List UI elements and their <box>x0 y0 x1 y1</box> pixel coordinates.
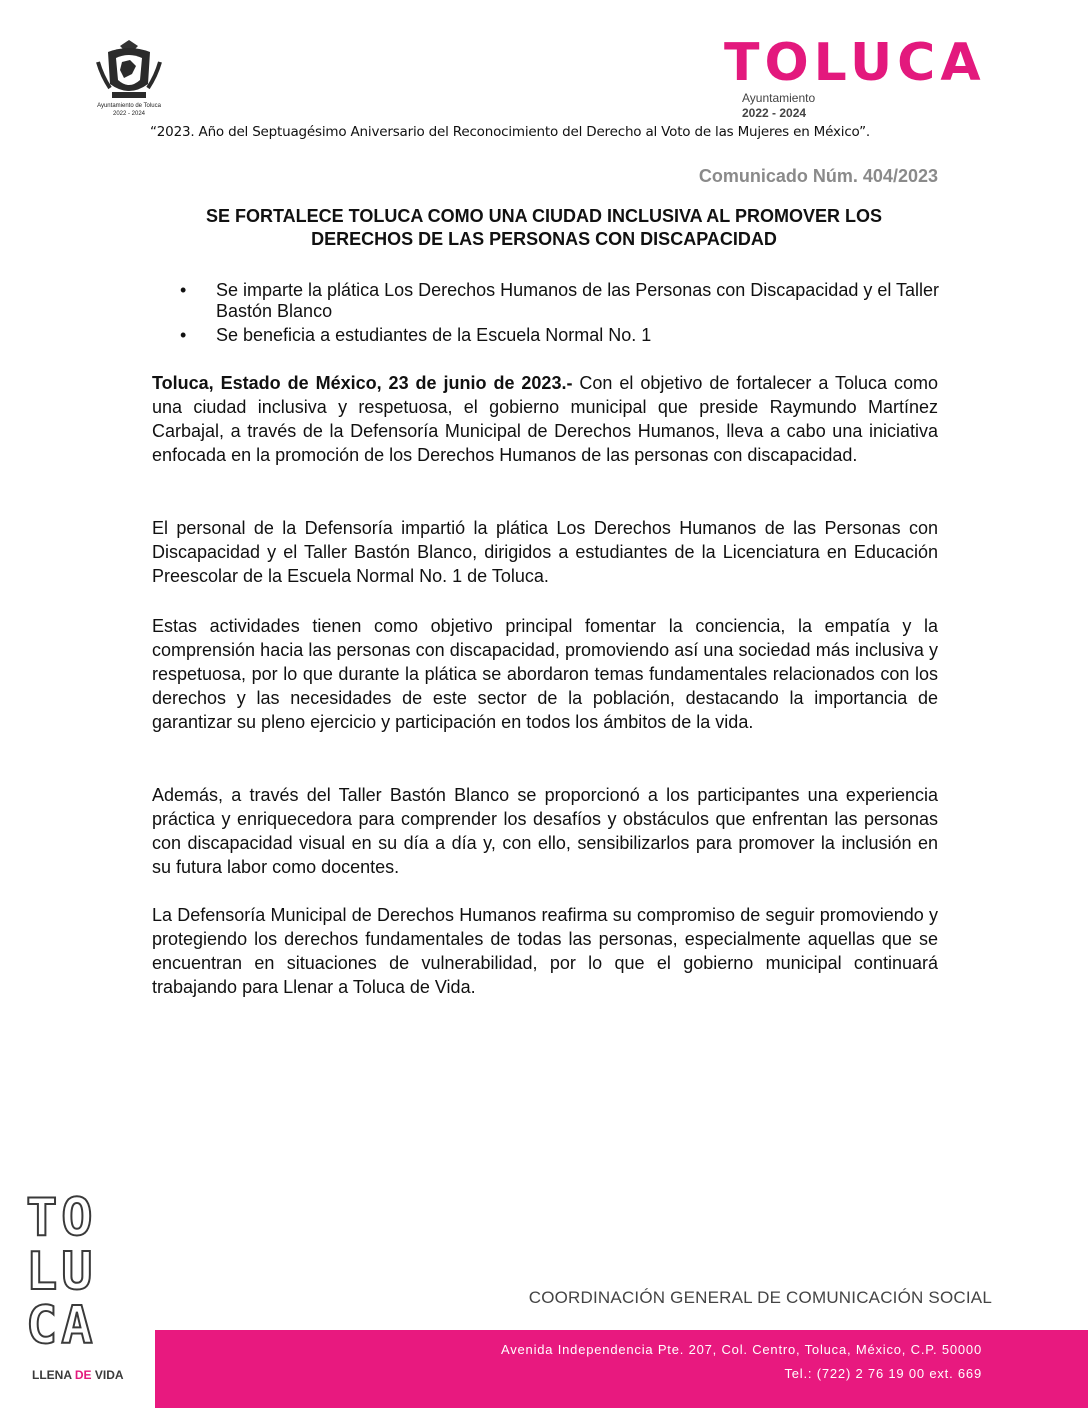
footer-phone: Tel.: (722) 2 76 19 00 ext. 669 <box>784 1366 982 1381</box>
summary-bullets <box>180 280 940 349</box>
toluca-brand-logo <box>724 33 986 126</box>
department-name: COORDINACIÓN GENERAL DE COMUNICACIÓN SOCIAL <box>528 1288 992 1307</box>
body-paragraph-1 <box>152 371 938 467</box>
year-motto: “2023. Año del Septuagésimo Aniversario del Reconocimiento del Derecho al Voto de las Mujeres en México”. <box>150 124 871 140</box>
headline-line2: DERECHOS DE LAS PERSONAS CON DISCAPACIDAD <box>311 229 777 249</box>
paragraph-1-text: Con el objetivo de fortalecer a Toluca como una ciudad inclusiva y respetuosa, el gobierno municipal que preside Raymundo Martínez Carbajal, a través de la Defensoría Municipal de Derechos Humanos, lleva a cabo una iniciativa enfocada en la promoción de los Derechos Humanos de las personas con discapacidad. <box>152 373 938 465</box>
body-paragraph-4: Además, a través del Taller Bastón Blanco se proporcionó a los participantes una experiencia práctica y enriquecedora para comprender los desafíos y obstáculos que enfrentan las personas con discapacidad visual en su día a día y, con ello, sensibilizarlos para promover la inclusión en su futura labor como docentes. <box>152 785 938 877</box>
municipal-seal-logo <box>86 38 172 120</box>
footer-address: Avenida Independencia Pte. 207, Col. Centro, Toluca, México, C.P. 50000 <box>500 1342 982 1357</box>
communique-number: Comunicado Núm. 404/2023 <box>698 166 938 186</box>
seal-caption-line2: 2022 - 2024 <box>112 111 146 117</box>
body-paragraph-3: Estas actividades tienen como objetivo principal fomentar la conciencia, la empatía y la comprensión hacia las personas con discapacidad, promoviendo así una sociedad más inclusiva y respetuosa, por lo que durante la plática se abordaron temas fundamentales relacionados con los derechos y las necesidades de este sector de la población, destacando la importancia de garantizar su pleno ejercicio y participación en todos los ámbitos de la vida. <box>152 616 938 732</box>
footer-toluca-logo <box>26 1188 146 1392</box>
headline-line1: SE FORTALECE TOLUCA COMO UNA CIUDAD INCLUSIVA AL PROMOVER LOS <box>205 206 882 226</box>
body-paragraph-5: La Defensoría Municipal de Derechos Humanos reafirma su compromiso de seguir promoviendo y protegiendo los derechos fundamentales de todas las personas, especialmente aquellas que se encuentran en situaciones de vulnerabilidad, por lo que el gobierno municipal continuará trabajando para Llenar a Toluca de Vida. <box>152 905 938 997</box>
logo-period: 2022 - 2024 <box>742 106 807 120</box>
dateline: Toluca, Estado de México, 23 de junio de 2023.- <box>152 373 573 393</box>
logo-wordmark: TOLUCA <box>724 33 986 93</box>
seal-caption-line1: Ayuntamiento de Toluca <box>97 103 161 109</box>
logo-row-1: TO <box>26 1188 97 1248</box>
logo-row-2: LU <box>26 1242 97 1302</box>
bullet-item: • Se imparte la plática Los Derechos Humanos de las Personas con Discapacidad y el Taller Bastón Blanco <box>180 280 940 322</box>
seal-emblem-icon <box>86 38 172 102</box>
body-paragraph-2: El personal de la Defensoría impartió la plática Los Derechos Humanos de las Personas con Discapacidad y el Taller Bastón Blanco, dirigidos a estudiantes de la Licenciatura en Educación Preescolar de la Escuela Normal No. 1 de Toluca. <box>152 518 938 586</box>
logo-row-3: CA <box>26 1296 97 1356</box>
headline <box>150 205 938 251</box>
logo-tagline: LLENA DE VIDA <box>32 1368 124 1382</box>
bullet-item: • Se beneficia a estudiantes de la Escuela Normal No. 1 <box>180 325 940 346</box>
logo-subtitle: Ayuntamiento <box>742 91 816 105</box>
